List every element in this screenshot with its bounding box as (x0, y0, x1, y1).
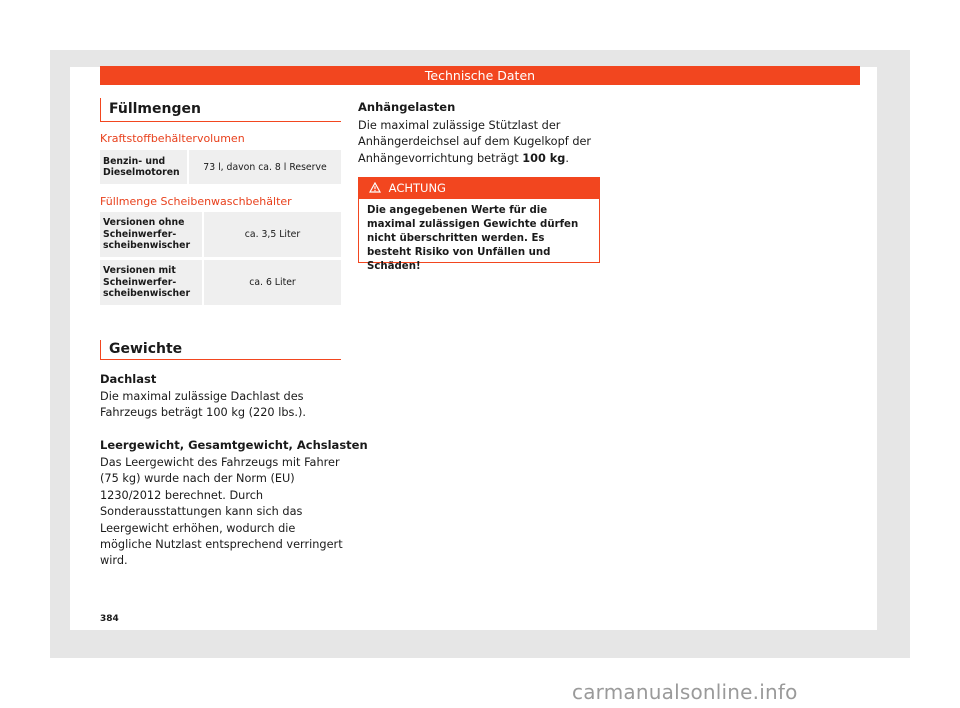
table-row (100, 260, 341, 305)
watermark: carmanualsonline.info (572, 680, 798, 704)
table-cell-key: Versionen mit Scheinwerfer-scheibenwischer (100, 260, 203, 305)
subtitle-kraftstoff: Kraftstoffbehältervolumen (100, 132, 245, 145)
table-cell-value: ca. 3,5 Liter (203, 212, 341, 257)
warning-triangle-icon (369, 178, 385, 199)
warning-box (358, 177, 600, 272)
page-number: 384 (100, 614, 119, 624)
section-title-fuellmengen: Füllmengen (100, 98, 341, 122)
warning-header (359, 178, 599, 199)
text-anhaengelasten-value: 100 kg (522, 151, 566, 165)
text-leergewicht: Das Leergewicht des Fahrzeugs mit Fahrer (75 kg) wurde nach der Norm (EU) 1230/2012 berechnet. Durch Sonderausstattungen kann sich das Leergewicht erhöhen, wodurch die mögliche Nutzlast entsprechend verringert wird. (100, 456, 343, 568)
section-title-gewichte: Gewichte (100, 340, 341, 360)
subtitle-waschbehaelter: Füllmenge Scheibenwaschbehälter (100, 195, 292, 208)
table-row (100, 212, 341, 257)
text-anhaengelasten-pre: Die maximal zulässige Stützlast der Anhängerdeichsel auf dem Kugelkopf der Anhängevorrichtung beträgt (358, 119, 592, 165)
warning-text: Die angegebenen Werte für die maximal zulässigen Gewichte dürfen nicht überschritten werden. Es besteht Risiko von Unfällen und Schäden! (367, 205, 579, 272)
heading-dachlast: Dachlast (100, 372, 157, 386)
table-waschbehaelter (100, 212, 341, 305)
text-dachlast: Die maximal zulässige Dachlast des Fahrzeugs beträgt 100 kg (220 lbs.). (100, 390, 306, 420)
table-cell-key: Benzin- und Dieselmotoren (100, 150, 188, 184)
warning-label: ACHTUNG (388, 181, 446, 195)
table-cell-value: ca. 6 Liter (203, 260, 341, 305)
heading-leergewicht: Leergewicht, Gesamtgewicht, Achslasten (100, 438, 368, 452)
heading-anhaengelasten: Anhängelasten (358, 100, 456, 114)
table-kraftstoff (100, 150, 341, 184)
table-cell-key: Versionen ohne Scheinwerfer-scheibenwischer (100, 212, 203, 257)
text-anhaengelasten-post: . (565, 151, 569, 165)
table-cell-value: 73 l, davon ca. 8 l Reserve (188, 150, 341, 184)
text-anhaengelasten (358, 118, 602, 167)
chapter-header: Technische Daten (100, 66, 860, 85)
table-row (100, 150, 341, 184)
